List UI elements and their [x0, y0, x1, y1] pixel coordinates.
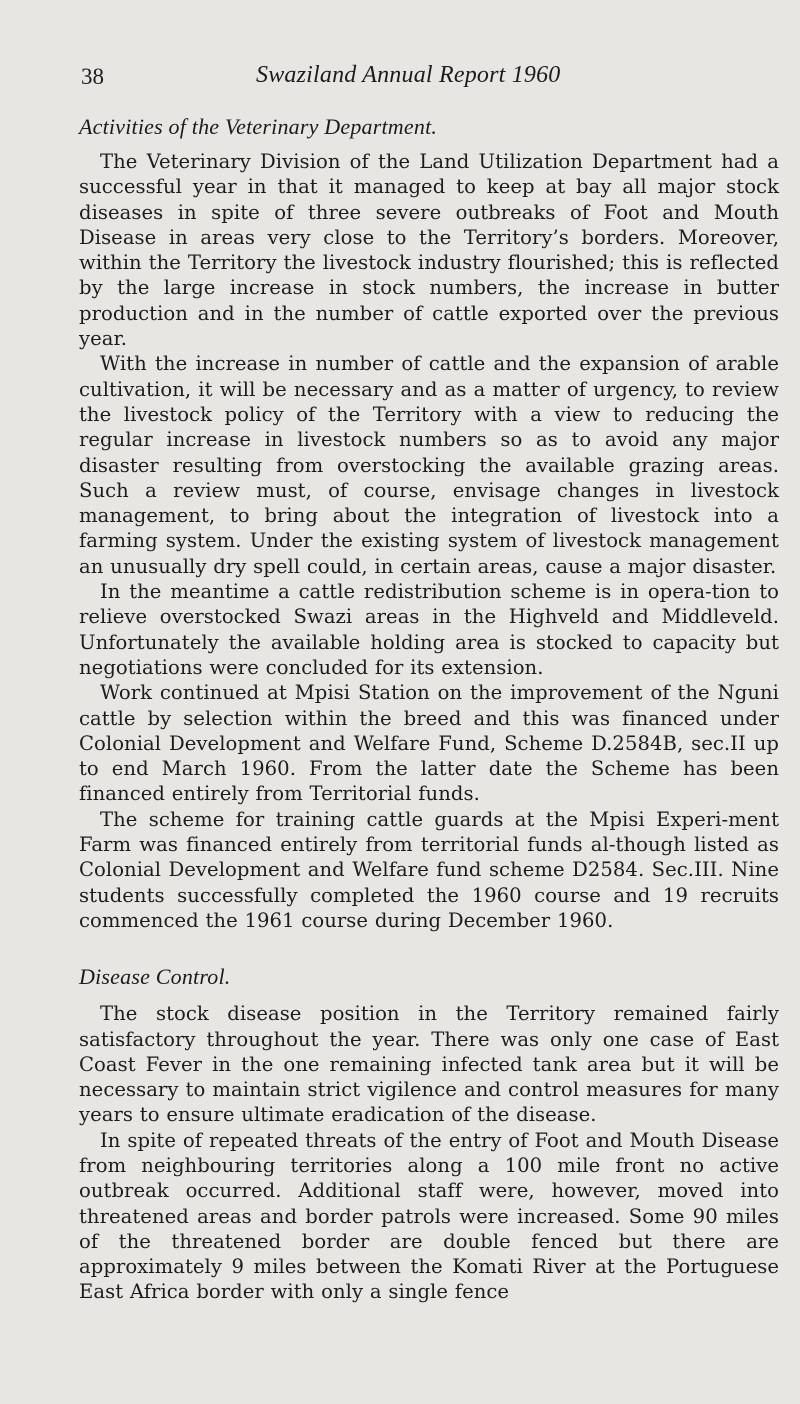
section-veterinary-activities: [79, 115, 779, 933]
paragraph: In the meantime a cattle redistribution scheme is in opera-tion to relieve overstocked Swazi areas in the Highveld and Middleveld. Unfortunately the available holding area is stocked to capacity but negotiations were concluded for its extension.: [79, 580, 779, 679]
paragraph: The Veterinary Division of the Land Utilization Department had a successful year in that it managed to keep at bay all major stock diseases in spite of three severe outbreaks of Foot and Mouth Disease in areas very close to the Territory’s borders. Moreover, within the Territory the livestock industry flourished; this is reflected by the large increase in stock numbers, the increase in butter production and in the number of cattle exported over the previous year.: [79, 150, 779, 351]
section-heading: Disease Control.: [79, 964, 231, 990]
paragraph: Work continued at Mpisi Station on the improvement of the Nguni cattle by selection within the breed and this was financed under Colonial Development and Welfare Fund, Scheme D.2584B, sec.II up to end March 1960. From the latter date the Scheme has been financed entirely from Territorial funds.: [79, 681, 779, 806]
paragraph: With the increase in number of cattle and the expansion of arable cultivation, it will be necessary and as a matter of urgency, to review the livestock policy of the Territory with a view to reducing the regular increase in livestock numbers so as to avoid any major disaster resulting from overstocking the available grazing areas. Such a review must, of course, envisage changes in livestock management, to bring about the integration of livestock into a farming system. Under the existing system of livestock management an unusually dry spell could, in certain areas, cause a major disaster.: [79, 352, 779, 578]
running-header: [79, 58, 777, 92]
running-title: Swaziland Annual Report 1960: [256, 62, 561, 88]
page-body: [79, 115, 779, 1305]
paragraph: The stock disease position in the Territory remained fairly satisfactory throughout the year. There was only one case of East Coast Fever in the one remaining infected tank area but it will be necessary to maintain strict vigilence and control measures for many years to ensure ultimate eradication of the disease.: [79, 1002, 779, 1127]
section-heading: Activities of the Veterinary Department.: [79, 114, 438, 139]
page-number: 38: [81, 64, 104, 89]
section-disease-control: [79, 965, 779, 1305]
paragraph: In spite of repeated threats of the entry of Foot and Mouth Disease from neighbouring territories along a 100 mile front no active outbreak occurred. Additional staff were, however, moved into threatened areas and border patrols were increased. Some 90 miles of the threatened border are double fenced but there are approximately 9 miles between the Komati River at the Portuguese East Africa border with only a single fence: [79, 1128, 779, 1304]
paragraph: The scheme for training cattle guards at the Mpisi Experi-ment Farm was financed entirely from territorial funds al-though listed as Colonial Development and Welfare fund scheme D2584. Sec.III. Nine students successfully completed the 1960 course and 19 recruits commenced the 1961 course during December 1960.: [79, 807, 779, 932]
